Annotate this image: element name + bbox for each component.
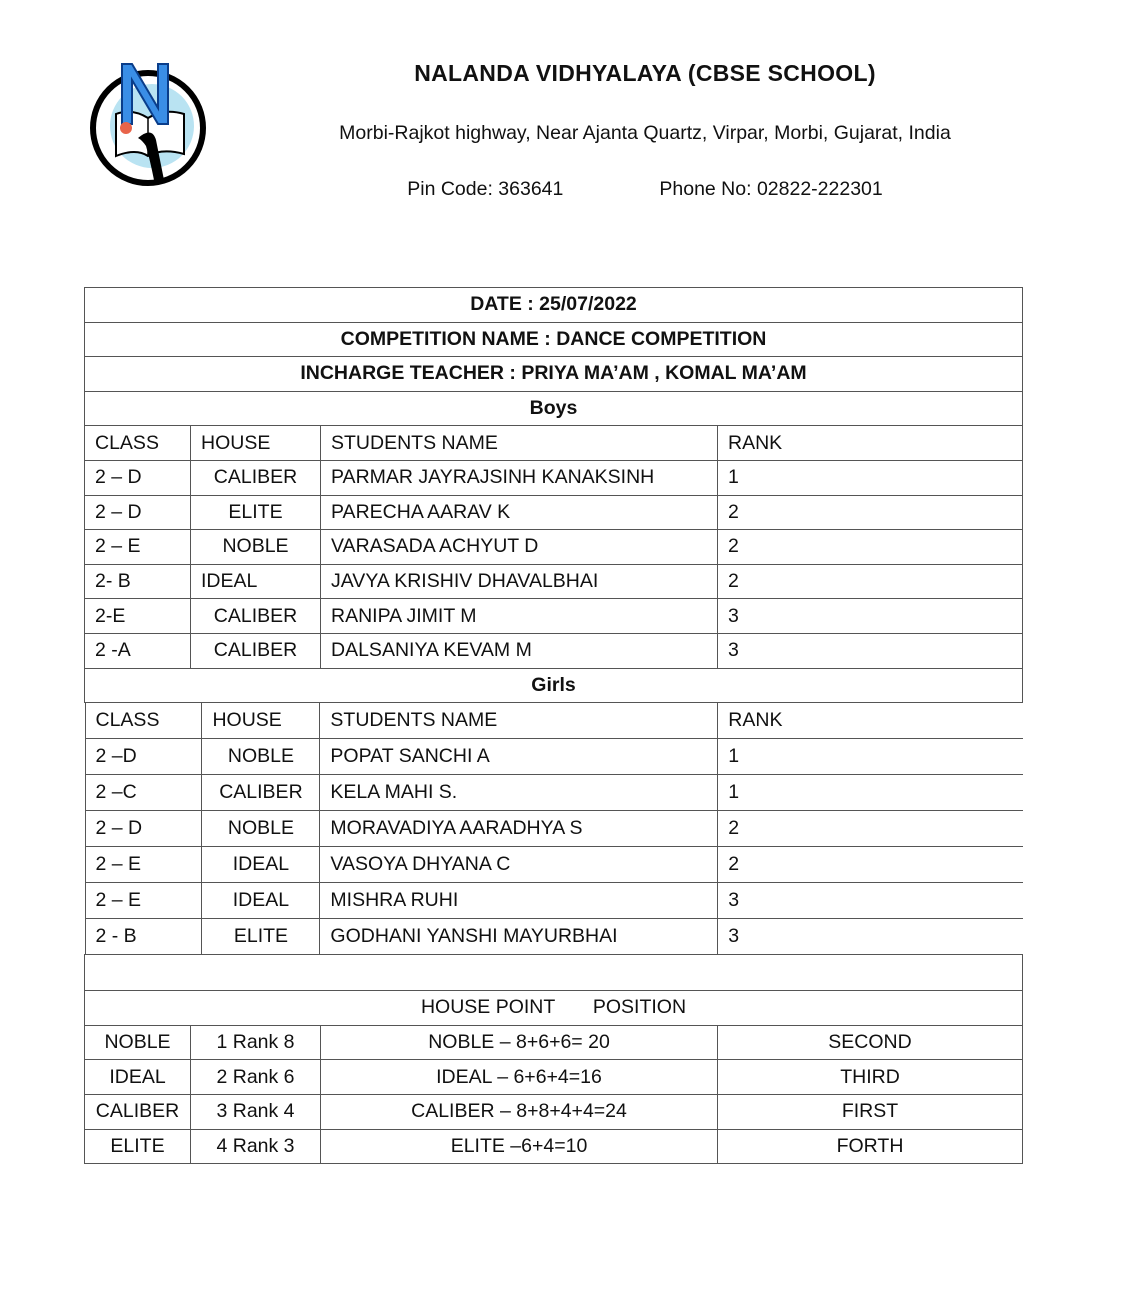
student-name-cell: GODHANI YANSHI MAYURBHAI [320,918,718,954]
rank-cell: 2 [718,564,1023,599]
house-cell: IDEAL [191,564,321,599]
rank-cell: 2 [718,810,1023,846]
points-calc-cell: IDEAL – 6+6+4=16 [321,1060,718,1095]
rank-cell: 2 [718,495,1023,530]
house-cell: CALIBER [191,633,321,668]
table-row [85,564,1023,599]
points-calc-cell: ELITE –6+4=10 [321,1129,718,1164]
table-row [85,918,1023,954]
student-name-cell: MISHRA RUHI [320,882,718,918]
school-address: Morbi-Rajkot highway, Near Ajanta Quartz, Virpar, Morbi, Gujarat, India [339,122,951,144]
competition-name: COMPETITION NAME : DANCE COMPETITION [85,322,1023,357]
house-cell: CALIBER [202,774,320,810]
house-cell: IDEAL [202,882,320,918]
house-cell: CALIBER [191,460,321,495]
class-cell: 2 – D [85,495,191,530]
house-point-header: HOUSE POINT POSITION [85,991,1023,1026]
rank-points-cell: 2 Rank 6 [191,1060,321,1095]
rank-cell: 3 [718,882,1023,918]
table-row [85,530,1023,565]
class-cell: 2 – D [85,810,202,846]
points-calc-cell: CALIBER – 8+8+4+4=24 [321,1094,718,1129]
position-cell: SECOND [718,1025,1023,1060]
rank-cell: 2 [718,530,1023,565]
house-cell: ELITE [85,1129,191,1164]
points-calc-cell: NOBLE – 8+6+6= 20 [321,1025,718,1060]
table-row [85,738,1023,774]
student-name-cell: DALSANIYA KEVAM M [321,633,718,668]
rank-cell: 3 [718,599,1023,634]
girls-table [85,703,1023,954]
rank-cell: 2 [718,846,1023,882]
student-name-cell: RANIPA JIMIT M [321,599,718,634]
girls-table-wrapper [85,703,1023,955]
house-cell: IDEAL [85,1060,191,1095]
rank-cell: 3 [718,633,1023,668]
incharge-teacher: INCHARGE TEACHER : PRIYA MA’AM , KOMAL MA’AM [85,357,1023,392]
rank-cell: 1 [718,774,1023,810]
girls-section-title: Girls [85,668,1023,703]
house-cell: ELITE [202,918,320,954]
house-cell: NOBLE [85,1025,191,1060]
boys-header-row [85,426,1023,461]
table-row [85,882,1023,918]
rank-cell: 1 [718,460,1023,495]
position-cell: THIRD [718,1060,1023,1095]
student-name-cell: KELA MAHI S. [320,774,718,810]
table-row [85,810,1023,846]
school-contact [270,178,1020,201]
school-logo-icon [86,56,210,188]
competition-results-table [84,287,1023,1164]
column-header: CLASS [85,703,202,738]
student-name-cell: VASOYA DHYANA C [320,846,718,882]
house-cell: NOBLE [202,810,320,846]
table-row [85,599,1023,634]
position-cell: FIRST [718,1094,1023,1129]
column-header: RANK [718,703,1023,738]
house-point-row [85,1025,1023,1060]
rank-points-cell: 3 Rank 4 [191,1094,321,1129]
phone-number: Phone No: 02822-222301 [659,178,883,200]
rank-points-cell: 4 Rank 3 [191,1129,321,1164]
house-point-row [85,1060,1023,1095]
school-name: NALANDA VIDHYALAYA (CBSE SCHOOL) [414,60,876,86]
house-point-row [85,1094,1023,1129]
class-cell: 2- B [85,564,191,599]
empty-row [85,955,1023,991]
rank-points-cell: 1 Rank 8 [191,1025,321,1060]
class-cell: 2 – D [85,460,191,495]
table-row [85,495,1023,530]
student-name-cell: VARASADA ACHYUT D [321,530,718,565]
report-date: DATE : 25/07/2022 [85,288,1023,323]
column-header: CLASS [85,426,191,461]
class-cell: 2 – E [85,846,202,882]
class-cell: 2-E [85,599,191,634]
column-header: STUDENTS NAME [320,703,718,738]
student-name-cell: PARMAR JAYRAJSINH KANAKSINH [321,460,718,495]
class-cell: 2 -A [85,633,191,668]
rank-cell: 3 [718,918,1023,954]
house-cell: ELITE [191,495,321,530]
student-name-cell: JAVYA KRISHIV DHAVALBHAI [321,564,718,599]
house-cell: CALIBER [191,599,321,634]
class-cell: 2 –D [85,738,202,774]
class-cell: 2 – E [85,882,202,918]
class-cell: 2 - B [85,918,202,954]
class-cell: 2 –C [85,774,202,810]
girls-header-row [85,703,1023,738]
pin-code: Pin Code: 363641 [407,178,564,200]
student-name-cell: PARECHA AARAV K [321,495,718,530]
table-row [85,774,1023,810]
position-cell: FORTH [718,1129,1023,1164]
house-cell: CALIBER [85,1094,191,1129]
house-cell: NOBLE [202,738,320,774]
rank-cell: 1 [718,738,1023,774]
table-row [85,633,1023,668]
class-cell: 2 – E [85,530,191,565]
column-header: HOUSE [202,703,320,738]
boys-section-title: Boys [85,391,1023,426]
column-header: HOUSE [191,426,321,461]
house-cell: NOBLE [191,530,321,565]
table-row [85,460,1023,495]
student-name-cell: POPAT SANCHI A [320,738,718,774]
column-header: STUDENTS NAME [321,426,718,461]
table-row [85,846,1023,882]
student-name-cell: MORAVADIYA AARADHYA S [320,810,718,846]
house-cell: IDEAL [202,846,320,882]
column-header: RANK [718,426,1023,461]
house-point-row [85,1129,1023,1164]
